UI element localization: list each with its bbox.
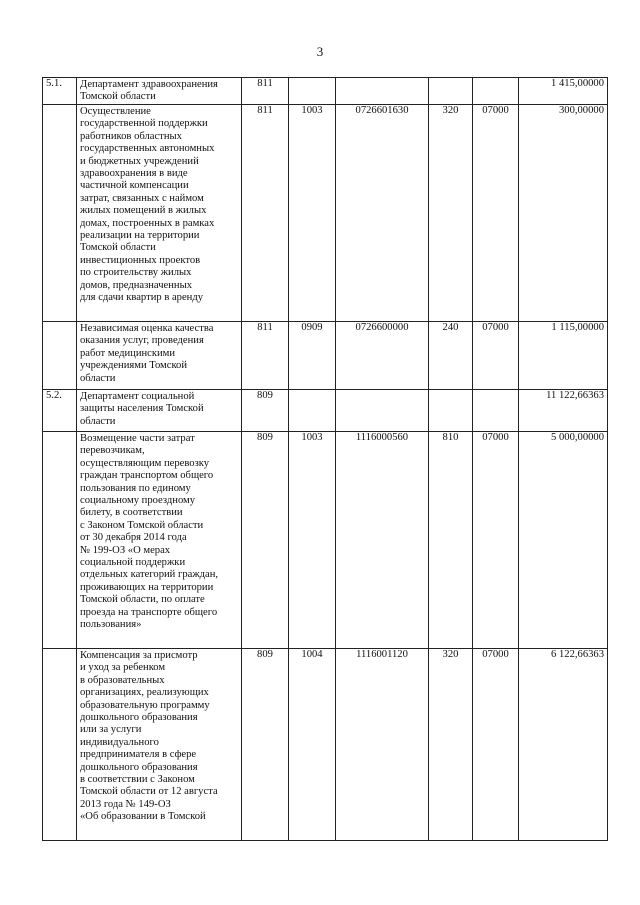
- cell-gr: 811: [242, 78, 289, 105]
- table-row: [43, 78, 608, 105]
- cell-gr: 809: [242, 432, 289, 649]
- cell-rz: 0909: [289, 322, 336, 390]
- cell-amount: 6 122,66363: [519, 649, 608, 841]
- row-name: Возмещение части затрат перевозчикам, осуществляющим перевозку граждан транспортом общего пользования по единому социальному проездному билету, в соответствии с Законом Томской области от 30 декабря 2014 года № 199-ОЗ «О мерах социальной поддержки отдельных категорий граждан, проживающих на территории Томской области, по оплате проезда на транспорте общего пользования»: [77, 432, 242, 649]
- table-row: [43, 390, 608, 432]
- cell-cs: 0726600000: [336, 322, 429, 390]
- cell-gr: 809: [242, 649, 289, 841]
- cell-kosgu: 07000: [473, 432, 519, 649]
- budget-table: [42, 77, 608, 841]
- cell-vr: 320: [429, 649, 473, 841]
- row-name: Компенсация за присмотр и уход за ребенком в образовательных организациях, реализующих образовательную программу дошкольного образования или за услуги индивидуального предпринимателя в сфере дошкольного образования в соответствии с Законом Томской области от 12 августа 2013 года № 149-ОЗ «Об образовании в Томской: [77, 649, 242, 841]
- cell-vr: [429, 390, 473, 432]
- cell-rz: 1004: [289, 649, 336, 841]
- cell-gr: 811: [242, 105, 289, 322]
- row-name: Осуществление государственной поддержки работников областных государственных автономных и бюджетных учреждений здравоохранения в виде частичной компенсации затрат, связанных с наймом жилых помещений в жилых домах, построенных в рамках реализации на территории Томской области инвестиционных проектов по строительству жилых домов, предназначенных для сдачи квартир в аренду: [77, 105, 242, 322]
- cell-amount: 1 115,00000: [519, 322, 608, 390]
- row-number: [43, 322, 77, 390]
- row-number: [43, 432, 77, 649]
- cell-cs: 0726601630: [336, 105, 429, 322]
- row-name: Независимая оценка качества оказания услуг, проведения работ медицинскими учреждениями Томской области: [77, 322, 242, 390]
- row-number: 5.2.: [43, 390, 77, 432]
- cell-vr: [429, 78, 473, 105]
- cell-cs: [336, 78, 429, 105]
- cell-vr: 810: [429, 432, 473, 649]
- row-number: [43, 105, 77, 322]
- cell-amount: 5 000,00000: [519, 432, 608, 649]
- cell-rz: [289, 78, 336, 105]
- row-number: [43, 649, 77, 841]
- cell-cs: [336, 390, 429, 432]
- cell-kosgu: 07000: [473, 105, 519, 322]
- cell-amount: 1 415,00000: [519, 78, 608, 105]
- row-name: Департамент здравоохранения Томской области: [77, 78, 242, 105]
- cell-kosgu: 07000: [473, 322, 519, 390]
- cell-rz: [289, 390, 336, 432]
- cell-rz: 1003: [289, 432, 336, 649]
- cell-rz: 1003: [289, 105, 336, 322]
- cell-vr: 320: [429, 105, 473, 322]
- cell-cs: 1116001120: [336, 649, 429, 841]
- cell-gr: 811: [242, 322, 289, 390]
- cell-cs: 1116000560: [336, 432, 429, 649]
- table-row: [43, 105, 608, 322]
- cell-amount: 300,00000: [519, 105, 608, 322]
- row-number: 5.1.: [43, 78, 77, 105]
- table-row: [43, 432, 608, 649]
- table-row: [43, 322, 608, 390]
- cell-amount: 11 122,66363: [519, 390, 608, 432]
- cell-kosgu: 07000: [473, 649, 519, 841]
- page-number: 3: [316, 44, 324, 59]
- cell-gr: 809: [242, 390, 289, 432]
- cell-vr: 240: [429, 322, 473, 390]
- cell-kosgu: [473, 78, 519, 105]
- table-row: [43, 649, 608, 841]
- row-name: Департамент социальной защиты населения Томской области: [77, 390, 242, 432]
- cell-kosgu: [473, 390, 519, 432]
